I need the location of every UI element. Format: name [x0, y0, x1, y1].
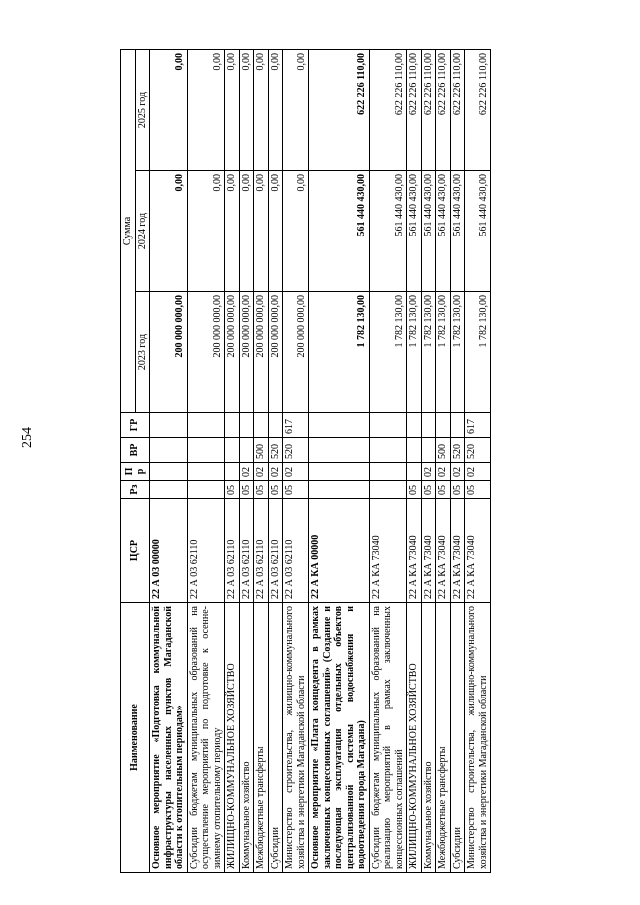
cell-vr [187, 438, 225, 463]
cell-vr [225, 438, 240, 463]
cell-rz: 05 [225, 481, 240, 499]
cell-vr: 520 [268, 438, 283, 463]
cell-name: ЖИЛИЩНО-КОММУНАЛЬНОЕ ХОЗЯЙСТВО [407, 603, 422, 873]
cell-rz [309, 481, 370, 499]
cell-2023: 1 782 130,00 [450, 292, 465, 413]
table-row [254, 49, 269, 872]
cell-2024: 0,00 [283, 171, 309, 292]
cell-vr: 520 [283, 438, 309, 463]
table-row [225, 49, 240, 872]
cell-pr: 02 [450, 463, 465, 481]
table-row [283, 49, 309, 872]
cell-2025: 622 226 110,00 [450, 49, 465, 170]
table-row [239, 49, 254, 872]
cell-2023: 1 782 130,00 [407, 292, 422, 413]
table-row [309, 49, 370, 872]
cell-pr [407, 463, 422, 481]
cell-gr: 617 [283, 413, 309, 438]
cell-pr: 02 [268, 463, 283, 481]
cell-name: Межбюджетные трансферты [254, 603, 269, 873]
cell-gr [254, 413, 269, 438]
cell-name: Министерство строительства, жилищно-коммунального хозяйства и энергетики Магаданской области [283, 603, 309, 873]
cell-2023: 1 782 130,00 [369, 292, 407, 413]
cell-csr: 22 А 03 00000 [150, 499, 188, 603]
cell-rz: 05 [465, 481, 491, 499]
cell-2025: 622 226 110,00 [436, 49, 451, 170]
cell-2023: 200 000 000,00 [150, 292, 188, 413]
cell-2025: 622 226 110,00 [421, 49, 436, 170]
cell-pr: 02 [239, 463, 254, 481]
cell-rz: 05 [254, 481, 269, 499]
cell-name: Субсидии бюджетам муниципальных образований на реализацию мероприятий в рамках заключенных концессионных соглашений [369, 603, 407, 873]
header-gr: ГР [121, 413, 150, 438]
cell-csr: 22 А КА 73040 [465, 499, 491, 603]
cell-gr [268, 413, 283, 438]
cell-gr [369, 413, 407, 438]
cell-gr [436, 413, 451, 438]
cell-name: ЖИЛИЩНО-КОММУНАЛЬНОЕ ХОЗЯЙСТВО [225, 603, 240, 873]
cell-2024: 0,00 [268, 171, 283, 292]
cell-2023: 200 000 000,00 [268, 292, 283, 413]
cell-name: Межбюджетные трансферты [436, 603, 451, 873]
cell-2024: 0,00 [187, 171, 225, 292]
cell-csr: 22 А 03 62110 [254, 499, 269, 603]
table-row [450, 49, 465, 872]
cell-vr: 500 [254, 438, 269, 463]
cell-csr: 22 А 03 62110 [187, 499, 225, 603]
header-sum: Сумма [121, 49, 136, 412]
cell-pr: 02 [421, 463, 436, 481]
table-row [150, 49, 188, 872]
cell-2023: 1 782 130,00 [436, 292, 451, 413]
cell-gr [309, 413, 370, 438]
table-row [465, 49, 491, 872]
cell-gr [450, 413, 465, 438]
cell-name: Субсидии бюджетам муниципальных образований на осуществление мероприятий по подготовке к осенне-зимнему отопительному периоду [187, 603, 225, 873]
table-row [268, 49, 283, 872]
cell-2023: 1 782 130,00 [421, 292, 436, 413]
header-name: Наименование [121, 603, 150, 873]
cell-rz: 05 [407, 481, 422, 499]
cell-2025: 622 226 110,00 [369, 49, 407, 170]
cell-csr: 22 А 03 62110 [268, 499, 283, 603]
cell-2025: 0,00 [225, 49, 240, 170]
cell-rz [150, 481, 188, 499]
cell-csr: 22 А 03 62110 [225, 499, 240, 603]
cell-pr: 02 [283, 463, 309, 481]
header-pr: Пр [121, 463, 150, 481]
cell-2025: 0,00 [268, 49, 283, 170]
cell-2025: 622 226 110,00 [465, 49, 491, 170]
cell-pr: 02 [254, 463, 269, 481]
cell-vr [309, 438, 370, 463]
cell-name: Коммунальное хозяйство [421, 603, 436, 873]
cell-pr [150, 463, 188, 481]
cell-name: Основное мероприятие «Плата концедента в рамках заключенных концессионных соглашений» (Создание и последующая эксплуатация отдельных объектов централизованной системы водоснабжения и водоотведения города Магадана) [309, 603, 370, 873]
cell-rz: 05 [239, 481, 254, 499]
cell-csr: 22 А 03 62110 [239, 499, 254, 603]
cell-vr [369, 438, 407, 463]
cell-2025: 0,00 [254, 49, 269, 170]
cell-gr [187, 413, 225, 438]
cell-gr: 617 [465, 413, 491, 438]
table-header [121, 49, 150, 872]
cell-name: Коммунальное хозяйство [239, 603, 254, 873]
page-number: 254 [20, 427, 35, 448]
header-year-2023: 2023 год [135, 292, 150, 413]
cell-gr [421, 413, 436, 438]
cell-csr: 22 А КА 73040 [369, 499, 407, 603]
cell-csr: 22 А КА 73040 [421, 499, 436, 603]
cell-rz: 05 [283, 481, 309, 499]
cell-vr: 520 [465, 438, 491, 463]
cell-2025: 622 226 110,00 [407, 49, 422, 170]
cell-pr [309, 463, 370, 481]
cell-name: Субсидии [450, 603, 465, 873]
cell-csr: 22 А КА 73040 [450, 499, 465, 603]
cell-name: Министерство строительства, жилищно-коммунального хозяйства и энергетики Магаданской области [465, 603, 491, 873]
cell-2024: 0,00 [150, 171, 188, 292]
cell-2024: 561 440 430,00 [465, 171, 491, 292]
cell-rz: 05 [268, 481, 283, 499]
cell-2024: 561 440 430,00 [450, 171, 465, 292]
header-vr: ВР [121, 438, 150, 463]
cell-pr [369, 463, 407, 481]
cell-2024: 561 440 430,00 [407, 171, 422, 292]
table-row [369, 49, 407, 872]
header-rz: Рз [121, 481, 150, 499]
table-row [421, 49, 436, 872]
cell-2025: 0,00 [150, 49, 188, 170]
cell-2024: 561 440 430,00 [369, 171, 407, 292]
cell-2024: 561 440 430,00 [309, 171, 370, 292]
cell-2023: 200 000 000,00 [283, 292, 309, 413]
cell-2025: 622 226 110,00 [309, 49, 370, 170]
cell-2025: 0,00 [283, 49, 309, 170]
cell-csr: 22 А КА 00000 [309, 499, 370, 603]
cell-2023: 1 782 130,00 [309, 292, 370, 413]
cell-2023: 200 000 000,00 [187, 292, 225, 413]
header-year-2024: 2024 год [135, 171, 150, 292]
table-row [436, 49, 451, 872]
cell-gr [407, 413, 422, 438]
cell-2025: 0,00 [187, 49, 225, 170]
cell-2024: 0,00 [239, 171, 254, 292]
cell-rz: 05 [436, 481, 451, 499]
header-csr: ЦСР [121, 499, 150, 603]
table-row [407, 49, 422, 872]
cell-rz [369, 481, 407, 499]
cell-pr: 02 [436, 463, 451, 481]
cell-2023: 200 000 000,00 [254, 292, 269, 413]
cell-2024: 0,00 [254, 171, 269, 292]
cell-csr: 22 А 03 62110 [283, 499, 309, 603]
cell-vr [421, 438, 436, 463]
cell-pr [187, 463, 225, 481]
cell-vr [407, 438, 422, 463]
cell-csr: 22 А КА 73040 [436, 499, 451, 603]
rotated-page-content [120, 50, 580, 873]
cell-2023: 200 000 000,00 [239, 292, 254, 413]
cell-pr: 02 [465, 463, 491, 481]
budget-table [120, 49, 491, 873]
cell-vr [150, 438, 188, 463]
cell-2024: 0,00 [225, 171, 240, 292]
cell-name: Основное мероприятие «Подготовка коммунальной инфраструктуры населенных пунктов Магаданской области к отопительным периодам» [150, 603, 188, 873]
cell-csr: 22 А КА 73040 [407, 499, 422, 603]
cell-vr [239, 438, 254, 463]
header-year-2025: 2025 год [135, 49, 150, 170]
cell-rz: 05 [450, 481, 465, 499]
cell-gr [239, 413, 254, 438]
cell-rz: 05 [421, 481, 436, 499]
cell-2023: 1 782 130,00 [465, 292, 491, 413]
cell-pr [225, 463, 240, 481]
cell-2023: 200 000 000,00 [225, 292, 240, 413]
cell-gr [225, 413, 240, 438]
cell-2024: 561 440 430,00 [436, 171, 451, 292]
table-row [187, 49, 225, 872]
cell-2025: 0,00 [239, 49, 254, 170]
cell-vr: 520 [450, 438, 465, 463]
table-body [150, 49, 491, 872]
cell-gr [150, 413, 188, 438]
cell-name: Субсидии [268, 603, 283, 873]
cell-2024: 561 440 430,00 [421, 171, 436, 292]
cell-rz [187, 481, 225, 499]
cell-vr: 500 [436, 438, 451, 463]
